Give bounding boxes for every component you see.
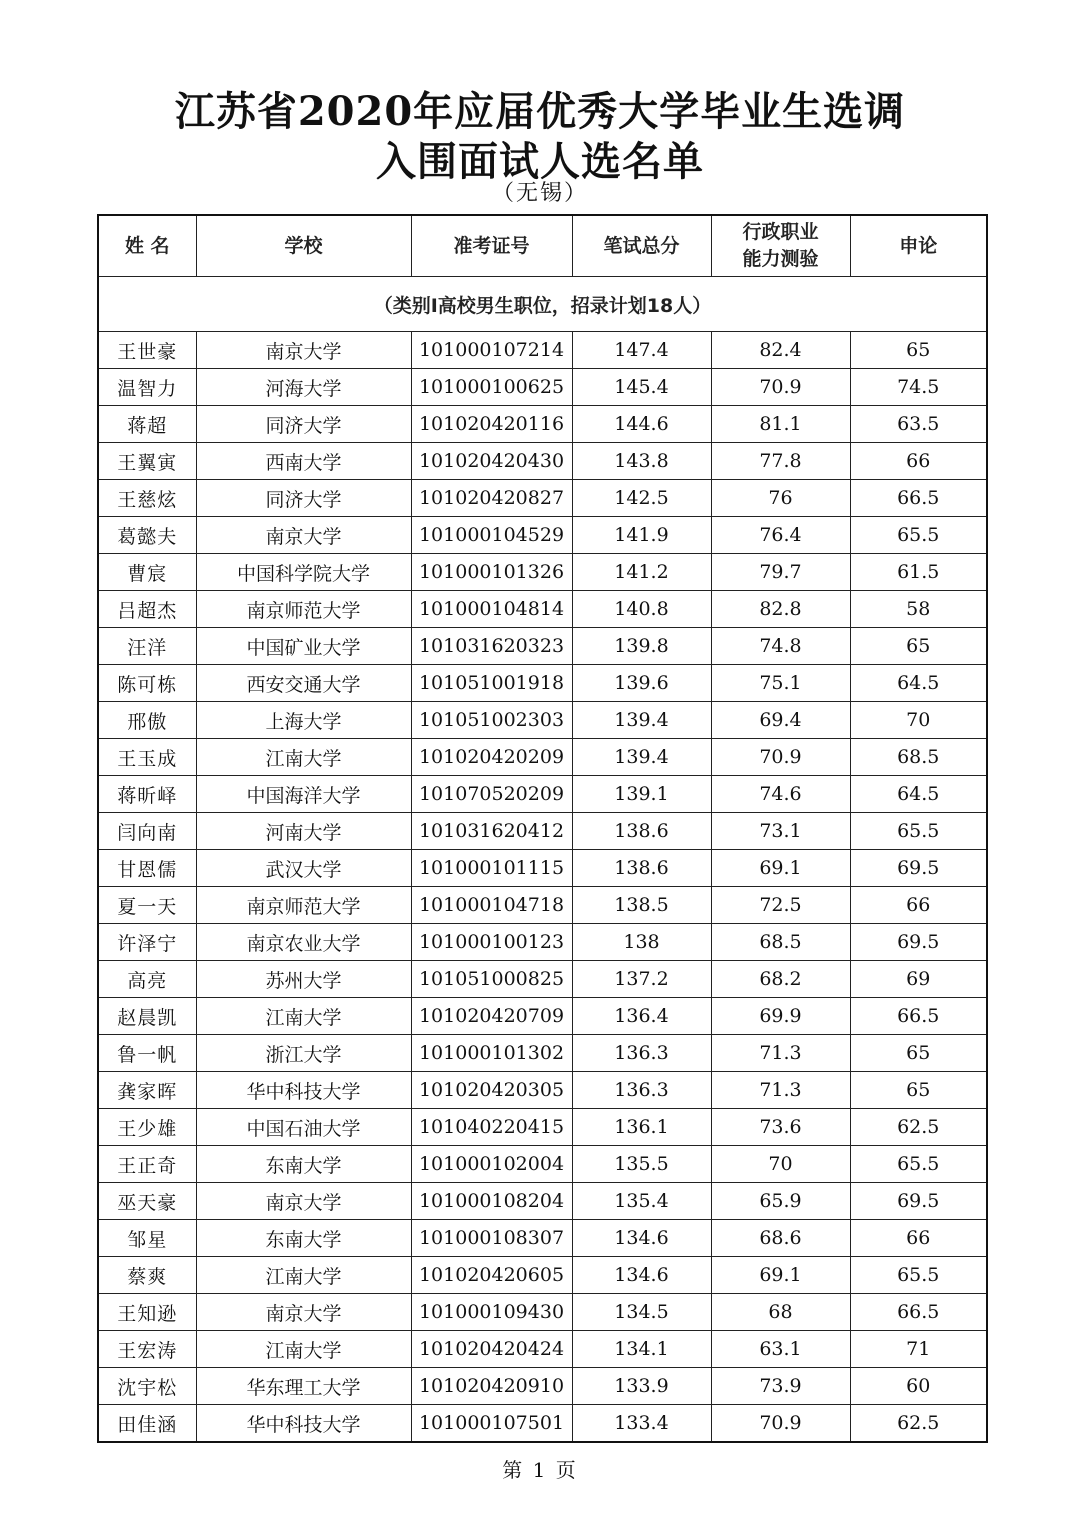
- table-row: [98, 1072, 987, 1109]
- table-row: [98, 887, 987, 924]
- cell-aptitude: 68.5: [711, 924, 850, 961]
- cell-exam-id: 101020420709: [411, 998, 572, 1035]
- cell-name: 闫向南: [98, 813, 196, 850]
- cell-written-total: 136.3: [572, 1072, 711, 1109]
- cell-exam-id: 101051002303: [411, 702, 572, 739]
- cell-aptitude: 74.6: [711, 776, 850, 813]
- table-row: [98, 665, 987, 702]
- cell-aptitude: 69.4: [711, 702, 850, 739]
- document-subtitle: （无锡）: [491, 181, 588, 206]
- cell-exam-id: 101051000825: [411, 961, 572, 998]
- category-row: [98, 277, 987, 332]
- cell-exam-id: 101040220415: [411, 1109, 572, 1146]
- table-body: [98, 332, 987, 1443]
- cell-name: 邹星: [98, 1220, 196, 1257]
- header-essay: 申论: [850, 215, 987, 277]
- cell-essay: 70: [850, 702, 987, 739]
- cell-school: 江南大学: [196, 1257, 411, 1294]
- cell-name: 王知逊: [98, 1294, 196, 1331]
- cell-exam-id: 101020420910: [411, 1368, 572, 1405]
- cell-essay: 69.5: [850, 1183, 987, 1220]
- table-row: [98, 554, 987, 591]
- cell-exam-id: 101000102004: [411, 1146, 572, 1183]
- cell-name: 龚家晖: [98, 1072, 196, 1109]
- cell-school: 东南大学: [196, 1146, 411, 1183]
- cell-written-total: 137.2: [572, 961, 711, 998]
- cell-aptitude: 74.8: [711, 628, 850, 665]
- candidate-table: [97, 214, 988, 1443]
- cell-essay: 71: [850, 1331, 987, 1368]
- table-row: [98, 961, 987, 998]
- cell-aptitude: 70.9: [711, 1405, 850, 1443]
- cell-school: 中国科学院大学: [196, 554, 411, 591]
- cell-exam-id: 101000101115: [411, 850, 572, 887]
- table-row: [98, 1331, 987, 1368]
- cell-essay: 66: [850, 443, 987, 480]
- cell-name: 王玉成: [98, 739, 196, 776]
- cell-exam-id: 101031620412: [411, 813, 572, 850]
- cell-school: 武汉大学: [196, 850, 411, 887]
- cell-school: 中国矿业大学: [196, 628, 411, 665]
- cell-written-total: 138: [572, 924, 711, 961]
- cell-exam-id: 101020420827: [411, 480, 572, 517]
- table-row: [98, 1257, 987, 1294]
- table-row: [98, 517, 987, 554]
- header-exam-id: 准考证号: [411, 215, 572, 277]
- cell-written-total: 139.6: [572, 665, 711, 702]
- cell-written-total: 138.6: [572, 850, 711, 887]
- cell-written-total: 140.8: [572, 591, 711, 628]
- cell-name: 王翼寅: [98, 443, 196, 480]
- cell-exam-id: 101000100123: [411, 924, 572, 961]
- cell-school: 江南大学: [196, 998, 411, 1035]
- cell-written-total: 141.9: [572, 517, 711, 554]
- cell-written-total: 141.2: [572, 554, 711, 591]
- cell-essay: 74.5: [850, 369, 987, 406]
- cell-name: 蔡爽: [98, 1257, 196, 1294]
- table-row: [98, 406, 987, 443]
- category-label: （类别Ⅰ高校男生职位，招录计划18人）: [98, 277, 987, 332]
- cell-school: 南京师范大学: [196, 591, 411, 628]
- cell-exam-id: 101000101326: [411, 554, 572, 591]
- cell-written-total: 135.4: [572, 1183, 711, 1220]
- cell-written-total: 134.1: [572, 1331, 711, 1368]
- table-row: [98, 924, 987, 961]
- cell-name: 许泽宁: [98, 924, 196, 961]
- table-header-row: [98, 215, 987, 277]
- cell-written-total: 134.6: [572, 1220, 711, 1257]
- cell-written-total: 143.8: [572, 443, 711, 480]
- cell-aptitude: 82.4: [711, 332, 850, 369]
- cell-school: 华中科技大学: [196, 1405, 411, 1443]
- cell-exam-id: 101000107501: [411, 1405, 572, 1443]
- table-row: [98, 813, 987, 850]
- cell-school: 同济大学: [196, 480, 411, 517]
- cell-aptitude: 65.9: [711, 1183, 850, 1220]
- cell-exam-id: 101020420209: [411, 739, 572, 776]
- cell-school: 西南大学: [196, 443, 411, 480]
- cell-school: 南京大学: [196, 1183, 411, 1220]
- cell-exam-id: 101000101302: [411, 1035, 572, 1072]
- cell-written-total: 133.9: [572, 1368, 711, 1405]
- cell-exam-id: 101000104814: [411, 591, 572, 628]
- cell-written-total: 144.6: [572, 406, 711, 443]
- cell-aptitude: 82.8: [711, 591, 850, 628]
- cell-exam-id: 101020420424: [411, 1331, 572, 1368]
- cell-school: 西安交通大学: [196, 665, 411, 702]
- cell-exam-id: 101000107214: [411, 332, 572, 369]
- cell-essay: 66.5: [850, 998, 987, 1035]
- cell-essay: 69.5: [850, 850, 987, 887]
- cell-school: 南京师范大学: [196, 887, 411, 924]
- cell-exam-id: 101051001918: [411, 665, 572, 702]
- table-row: [98, 1035, 987, 1072]
- cell-essay: 68.5: [850, 739, 987, 776]
- cell-name: 曹宸: [98, 554, 196, 591]
- cell-essay: 66: [850, 887, 987, 924]
- cell-school: 南京大学: [196, 1294, 411, 1331]
- cell-written-total: 134.5: [572, 1294, 711, 1331]
- cell-aptitude: 73.6: [711, 1109, 850, 1146]
- cell-written-total: 139.4: [572, 739, 711, 776]
- cell-aptitude: 75.1: [711, 665, 850, 702]
- cell-aptitude: 71.3: [711, 1035, 850, 1072]
- table-row: [98, 628, 987, 665]
- table-row: [98, 850, 987, 887]
- header-aptitude-line1: 行政职业: [742, 221, 819, 243]
- table-row: [98, 739, 987, 776]
- cell-exam-id: 101000104529: [411, 517, 572, 554]
- cell-essay: 63.5: [850, 406, 987, 443]
- cell-exam-id: 101000108204: [411, 1183, 572, 1220]
- cell-written-total: 133.4: [572, 1405, 711, 1443]
- cell-essay: 65.5: [850, 1257, 987, 1294]
- cell-name: 陈可栋: [98, 665, 196, 702]
- cell-school: 江南大学: [196, 1331, 411, 1368]
- cell-name: 邢傲: [98, 702, 196, 739]
- cell-written-total: 138.5: [572, 887, 711, 924]
- table-row: [98, 1146, 987, 1183]
- cell-name: 夏一天: [98, 887, 196, 924]
- cell-school: 华东理工大学: [196, 1368, 411, 1405]
- table-row: [98, 443, 987, 480]
- cell-school: 中国石油大学: [196, 1109, 411, 1146]
- table-row: [98, 1405, 987, 1443]
- header-aptitude-line2: 能力测验: [742, 248, 819, 270]
- cell-aptitude: 71.3: [711, 1072, 850, 1109]
- cell-name: 蒋超: [98, 406, 196, 443]
- cell-school: 华中科技大学: [196, 1072, 411, 1109]
- table-row: [98, 332, 987, 369]
- cell-name: 吕超杰: [98, 591, 196, 628]
- header-name: 姓 名: [98, 215, 196, 277]
- table-row: [98, 591, 987, 628]
- cell-essay: 60: [850, 1368, 987, 1405]
- cell-name: 蒋昕峄: [98, 776, 196, 813]
- cell-exam-id: 101000100625: [411, 369, 572, 406]
- cell-name: 王慈炫: [98, 480, 196, 517]
- cell-written-total: 139.4: [572, 702, 711, 739]
- cell-exam-id: 101020420605: [411, 1257, 572, 1294]
- cell-name: 沈宇松: [98, 1368, 196, 1405]
- cell-school: 南京大学: [196, 332, 411, 369]
- cell-school: 上海大学: [196, 702, 411, 739]
- cell-school: 南京农业大学: [196, 924, 411, 961]
- table-row: [98, 369, 987, 406]
- cell-name: 田佳涵: [98, 1405, 196, 1443]
- cell-aptitude: 81.1: [711, 406, 850, 443]
- cell-school: 南京大学: [196, 517, 411, 554]
- cell-written-total: 134.6: [572, 1257, 711, 1294]
- cell-aptitude: 76.4: [711, 517, 850, 554]
- cell-aptitude: 70.9: [711, 739, 850, 776]
- table-row: [98, 702, 987, 739]
- cell-school: 同济大学: [196, 406, 411, 443]
- cell-aptitude: 69.1: [711, 850, 850, 887]
- cell-essay: 64.5: [850, 776, 987, 813]
- cell-name: 王少雄: [98, 1109, 196, 1146]
- cell-exam-id: 101070520209: [411, 776, 572, 813]
- cell-written-total: 139.1: [572, 776, 711, 813]
- cell-written-total: 145.4: [572, 369, 711, 406]
- cell-name: 王宏涛: [98, 1331, 196, 1368]
- cell-school: 江南大学: [196, 739, 411, 776]
- cell-essay: 64.5: [850, 665, 987, 702]
- cell-written-total: 136.3: [572, 1035, 711, 1072]
- table-row: [98, 480, 987, 517]
- cell-essay: 65: [850, 1072, 987, 1109]
- cell-essay: 62.5: [850, 1405, 987, 1443]
- table-row: [98, 776, 987, 813]
- cell-aptitude: 70: [711, 1146, 850, 1183]
- cell-name: 汪洋: [98, 628, 196, 665]
- cell-school: 东南大学: [196, 1220, 411, 1257]
- cell-aptitude: 70.9: [711, 369, 850, 406]
- cell-aptitude: 76: [711, 480, 850, 517]
- cell-exam-id: 101000108307: [411, 1220, 572, 1257]
- table-row: [98, 1183, 987, 1220]
- header-aptitude: [711, 215, 850, 277]
- cell-aptitude: 68.2: [711, 961, 850, 998]
- cell-written-total: 147.4: [572, 332, 711, 369]
- cell-essay: 61.5: [850, 554, 987, 591]
- cell-essay: 65: [850, 332, 987, 369]
- table-row: [98, 1368, 987, 1405]
- cell-written-total: 136.1: [572, 1109, 711, 1146]
- cell-essay: 66.5: [850, 480, 987, 517]
- cell-exam-id: 101020420116: [411, 406, 572, 443]
- cell-aptitude: 72.5: [711, 887, 850, 924]
- table-row: [98, 1109, 987, 1146]
- cell-essay: 65: [850, 1035, 987, 1072]
- cell-school: 河海大学: [196, 369, 411, 406]
- cell-exam-id: 101000109430: [411, 1294, 572, 1331]
- cell-aptitude: 79.7: [711, 554, 850, 591]
- cell-name: 甘恩儒: [98, 850, 196, 887]
- cell-aptitude: 69.9: [711, 998, 850, 1035]
- cell-exam-id: 101031620323: [411, 628, 572, 665]
- cell-name: 赵晨凯: [98, 998, 196, 1035]
- table-row: [98, 998, 987, 1035]
- cell-exam-id: 101020420430: [411, 443, 572, 480]
- cell-written-total: 142.5: [572, 480, 711, 517]
- cell-essay: 66.5: [850, 1294, 987, 1331]
- cell-written-total: 135.5: [572, 1146, 711, 1183]
- document-title-line2: 入围面试人选名单: [376, 138, 704, 185]
- cell-essay: 69.5: [850, 924, 987, 961]
- cell-school: 浙江大学: [196, 1035, 411, 1072]
- cell-written-total: 136.4: [572, 998, 711, 1035]
- cell-name: 巫天豪: [98, 1183, 196, 1220]
- cell-essay: 65.5: [850, 517, 987, 554]
- cell-aptitude: 68: [711, 1294, 850, 1331]
- cell-school: 中国海洋大学: [196, 776, 411, 813]
- cell-essay: 65.5: [850, 1146, 987, 1183]
- page-number: 第 1 页: [502, 1458, 578, 1482]
- cell-aptitude: 68.6: [711, 1220, 850, 1257]
- cell-essay: 69: [850, 961, 987, 998]
- cell-essay: 62.5: [850, 1109, 987, 1146]
- cell-essay: 66: [850, 1220, 987, 1257]
- document-title-line1: 江苏省2020年应届优秀大学毕业生选调: [174, 88, 906, 135]
- cell-aptitude: 73.1: [711, 813, 850, 850]
- cell-aptitude: 63.1: [711, 1331, 850, 1368]
- header-school: 学校: [196, 215, 411, 277]
- cell-name: 温智力: [98, 369, 196, 406]
- cell-name: 王正奇: [98, 1146, 196, 1183]
- cell-essay: 65: [850, 628, 987, 665]
- cell-name: 葛懿夫: [98, 517, 196, 554]
- cell-name: 王世豪: [98, 332, 196, 369]
- cell-exam-id: 101020420305: [411, 1072, 572, 1109]
- cell-school: 河南大学: [196, 813, 411, 850]
- table-row: [98, 1294, 987, 1331]
- cell-name: 鲁一帆: [98, 1035, 196, 1072]
- cell-aptitude: 73.9: [711, 1368, 850, 1405]
- cell-aptitude: 69.1: [711, 1257, 850, 1294]
- cell-exam-id: 101000104718: [411, 887, 572, 924]
- cell-essay: 58: [850, 591, 987, 628]
- cell-essay: 65.5: [850, 813, 987, 850]
- cell-aptitude: 77.8: [711, 443, 850, 480]
- cell-written-total: 138.6: [572, 813, 711, 850]
- header-written-total: 笔试总分: [572, 215, 711, 277]
- cell-school: 苏州大学: [196, 961, 411, 998]
- cell-name: 高亮: [98, 961, 196, 998]
- table-row: [98, 1220, 987, 1257]
- cell-written-total: 139.8: [572, 628, 711, 665]
